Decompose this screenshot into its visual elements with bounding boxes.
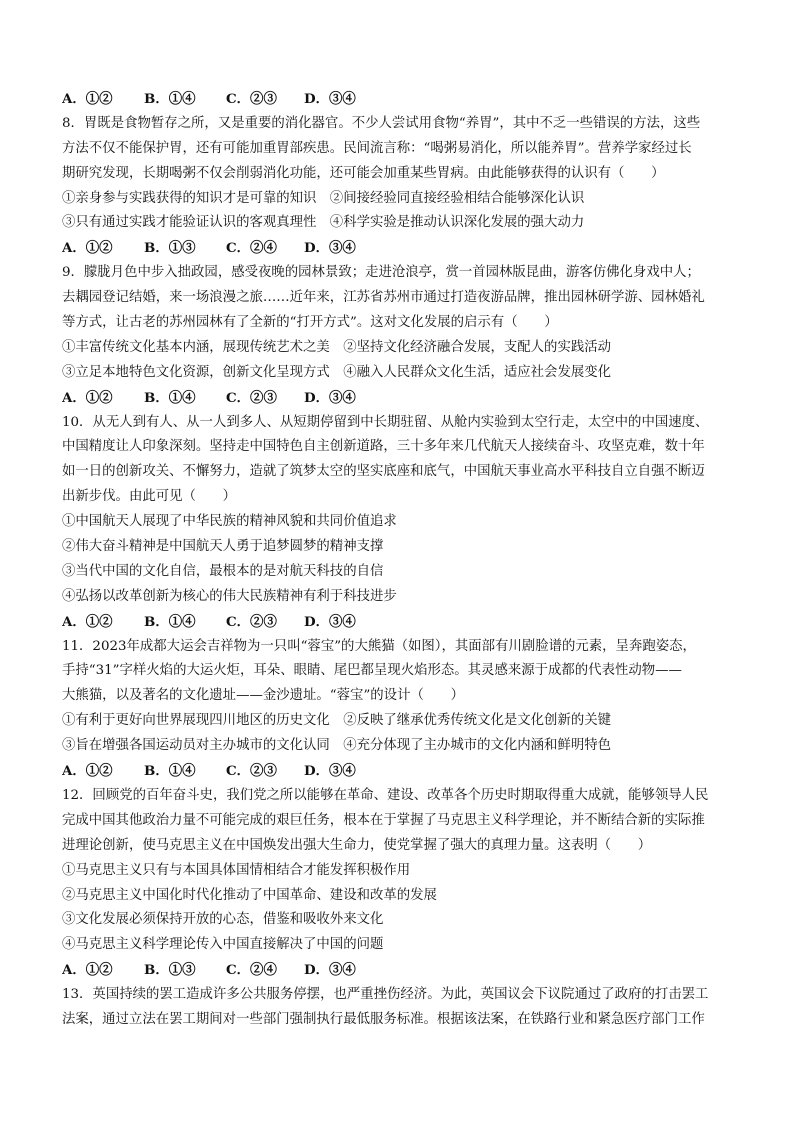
q9-option-b[interactable]: B．①④ [144, 389, 196, 406]
question-13 [62, 983, 748, 1033]
q9-options [62, 386, 748, 411]
question-10 [62, 411, 748, 635]
q8-option-b[interactable]: B．①③ [144, 240, 196, 257]
q10-option-d[interactable]: D．③④ [304, 613, 356, 630]
q7-options [62, 87, 748, 112]
q7-option-d[interactable]: D．③④ [304, 91, 356, 107]
q8-option-a[interactable]: A．①② [62, 240, 113, 257]
q11-stem-line: 大熊猫，以及著名的文化遗址——金沙遗址。“蓉宝”的设计（ ） [62, 688, 465, 704]
q12-stem-line: 12．回顾党的百年奋斗史，我们党之所以能够在革命、建设、改革各个历史时期取得重大成就，能够领导人民 [62, 787, 709, 803]
q7-option-c[interactable]: C．②③ [226, 91, 277, 107]
q12-options [62, 958, 748, 983]
q7-option-b[interactable]: B．①④ [144, 91, 196, 107]
q11-option-b[interactable]: B．①④ [144, 763, 196, 780]
q10-option-c[interactable]: C．②③ [226, 613, 277, 630]
q10-stem-line: 如一日的创新攻关、不懈努力，造就了筑梦太空的坚实底座和底气，中国航天事业高水平科技自立自强不断迈 [62, 464, 705, 480]
q10-item: ④弘扬以改革创新为核心的伟大民族精神有利于科技进步 [62, 588, 397, 604]
q8-item: ③只有通过实践才能验证认识的客观真理性 ④科学实验是推动认识深化发展的强大动力 [62, 215, 585, 231]
q9-stem-line: 9．朦胧月色中步入拙政园，感受夜晚的园林景致；走进沧浪亭，赏一首园林版昆曲，游客仿佛化身戏中人； [62, 265, 700, 281]
q11-stem-line: 11．2023年成都大运会吉祥物为一只叫“蓉宝”的大熊猫（如图），其面部有川剧脸谱的元素，呈奔跑姿态， [62, 638, 696, 654]
q12-item: ③文化发展必须保持开放的心态，借鉴和吸收外来文化 [62, 912, 384, 928]
q8-stem-line: 期研究发现，长期喝粥不仅会削弱消化功能，还可能会加重某些胃病。由此能够获得的认识有（ ） [62, 165, 665, 181]
q12-item: ①马克思主义只有与本国具体国情相结合才能发挥积极作用 [62, 862, 411, 878]
q9-option-c[interactable]: C．②③ [226, 389, 277, 406]
q12-option-a[interactable]: A．①② [62, 962, 113, 979]
q8-stem-line: 方法不仅不能保护胃，还有可能加重胃部疾患。民间流言称：“喝粥易消化，所以能养胃”。营养学家经过长 [62, 140, 692, 156]
q12-stem-line: 进理论创新，使马克思主义在中国焕发出强大生命力，使党掌握了强大的真理力量。这表明（ ） [62, 837, 652, 853]
q12-option-d[interactable]: D．③④ [304, 962, 356, 979]
q8-option-c[interactable]: C．②④ [226, 240, 277, 257]
q11-option-c[interactable]: C．②③ [226, 763, 277, 780]
q8-item: ①亲身参与实践获得的知识才是可靠的知识 ②间接经验同直接经验相结合能够深化认识 [62, 190, 585, 206]
q8-options [62, 236, 748, 261]
q12-option-c[interactable]: C．②④ [226, 962, 277, 979]
question-11 [62, 635, 748, 784]
exam-page [62, 87, 748, 1033]
q11-item: ③旨在增强各国运动员对主办城市的文化认同 ④充分体现了主办城市的文化内涵和鲜明特色 [62, 738, 612, 754]
q10-item: ②伟大奋斗精神是中国航天人勇于追梦圆梦的精神支撑 [62, 539, 384, 555]
q13-stem-line: 13．英国持续的罢工造成许多公共服务停摆，也严重挫伤经济。为此，英国议会下议院通过了政府的打击罢工 [62, 987, 709, 1003]
q12-item: ④马克思主义科学理论传入中国直接解决了中国的问题 [62, 937, 384, 953]
question-9 [62, 261, 748, 410]
q8-stem-line: 8．胃既是食物暂存之所，又是重要的消化器官。不少人尝试用食物“养胃”，其中不乏一些错误的方法，这些 [62, 115, 701, 131]
q10-item: ①中国航天人展现了中华民族的精神风貌和共同价值追求 [62, 514, 397, 530]
q9-option-a[interactable]: A．①② [62, 389, 113, 406]
q10-item: ③当代中国的文化自信，最根本的是对航天科技的自信 [62, 563, 384, 579]
q8-option-d[interactable]: D．③④ [304, 240, 356, 257]
q10-stem-line: 出新步伐。由此可见（ ） [62, 489, 237, 505]
q10-stem-line: 10．从无人到有人、从一人到多人、从短期停留到中长期驻留、从舱内实验到太空行走，太空中的中国速度、 [62, 414, 709, 430]
q9-stem-line: 等方式，让古老的苏州园林有了全新的“打开方式”。这对文化发展的启示有（ ） [62, 315, 558, 331]
q9-item: ③立足本地特色文化资源，创新文化呈现方式 ④融入人民群众文化生活，适应社会发展变化 [62, 364, 612, 380]
q13-stem-line: 法案，通过立法在罢工期间对一些部门强制执行最低服务标准。根据该法案，在铁路行业和紧急医疗部门工作 [62, 1011, 705, 1027]
q11-stem-line: 手持“31”字样火焰的大运火炬，耳朵、眼睛、尾巴都呈现火焰形态。其灵感来源于成都的代表性动物—— [62, 663, 682, 679]
q10-options [62, 610, 748, 635]
q9-stem-line: 去耦园登记结婚，来一场浪漫之旅……近年来，江苏省苏州市通过打造夜游品牌，推出园林研学游、园林婚礼 [62, 290, 705, 306]
q12-option-b[interactable]: B．①③ [144, 962, 196, 979]
q10-option-b[interactable]: B．①④ [144, 613, 196, 630]
q11-option-d[interactable]: D．③④ [304, 763, 356, 780]
q9-option-d[interactable]: D．③④ [304, 389, 356, 406]
q10-stem-line: 中国精度让人印象深刻。坚持走中国特色自主创新道路，三十多年来几代航天人接续奋斗、攻坚克难，数十年 [62, 439, 705, 455]
q10-option-a[interactable]: A．①② [62, 613, 113, 630]
q9-item: ①丰富传统文化基本内涵，展现传统艺术之美 ②坚持文化经济融合发展，支配人的实践活动 [62, 339, 612, 355]
q11-options [62, 759, 748, 784]
question-8 [62, 112, 748, 261]
q7-option-a[interactable]: A．①② [62, 91, 113, 107]
question-12 [62, 784, 748, 983]
q11-option-a[interactable]: A．①② [62, 763, 113, 780]
q11-item: ①有利于更好向世界展现四川地区的历史文化 ②反映了继承优秀传统文化是文化创新的关键 [62, 713, 612, 729]
q12-stem-line: 完成中国其他政治力量不可能完成的艰巨任务，根本在于掌握了马克思主义科学理论，并不断结合新的实际推 [62, 812, 705, 828]
q12-item: ②马克思主义中国化时代化推动了中国革命、建设和改革的发展 [62, 887, 437, 903]
